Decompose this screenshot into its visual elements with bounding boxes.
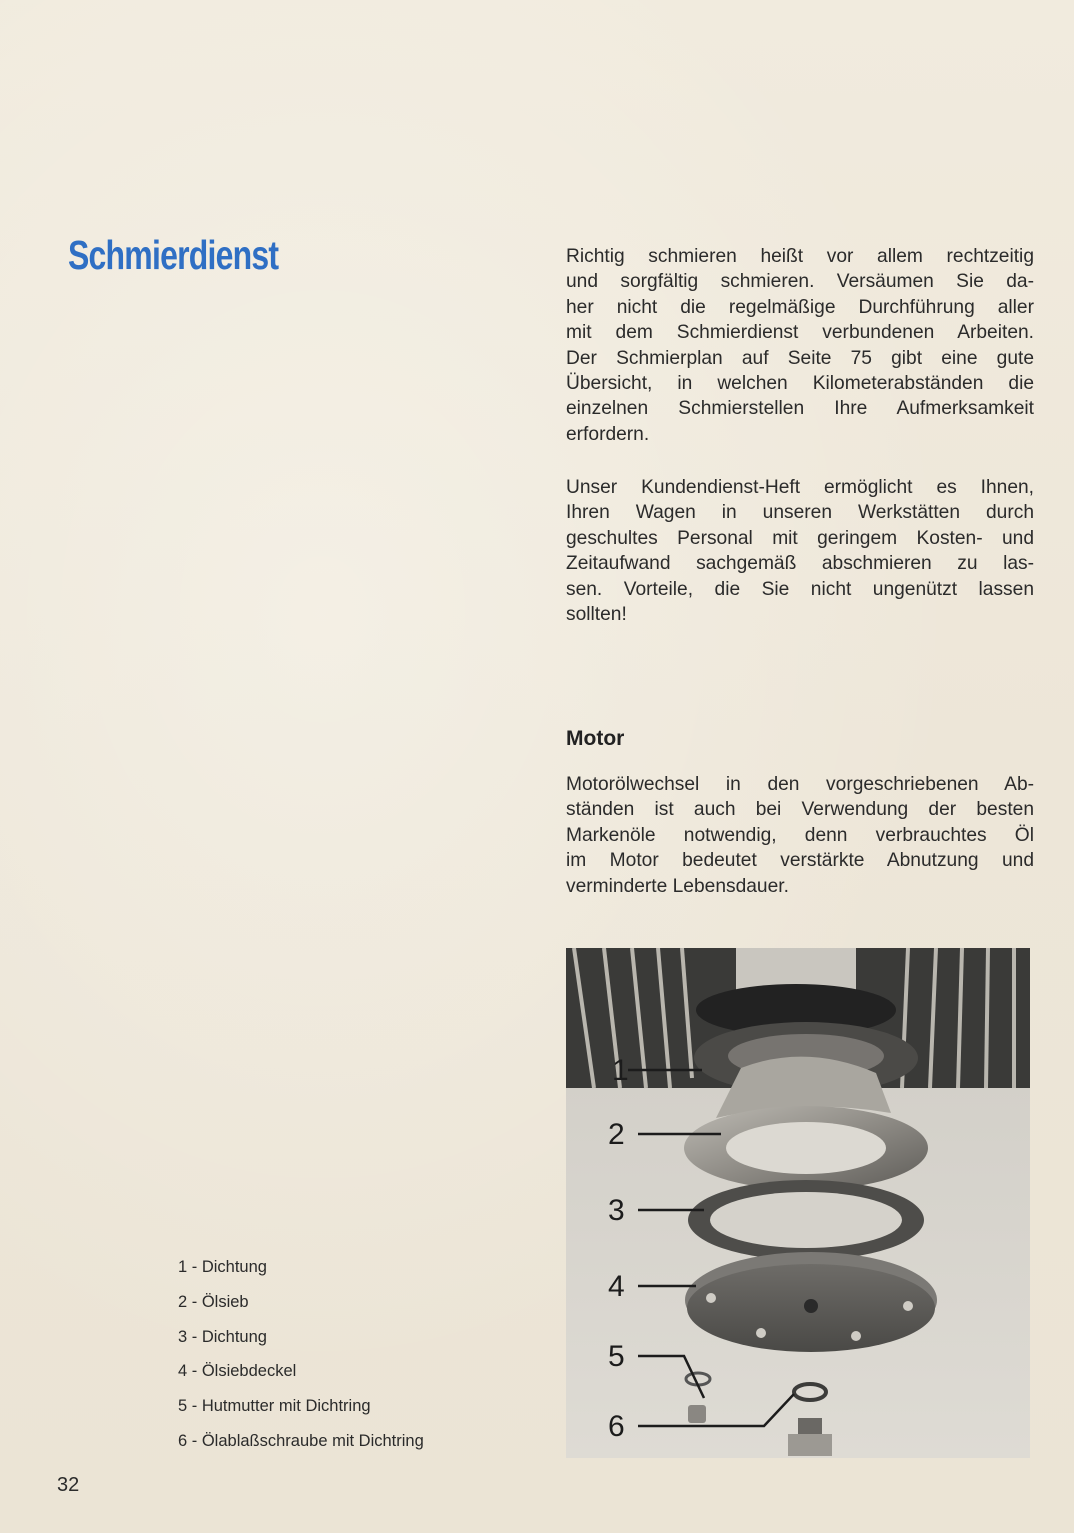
text-line: Ihren Wagen in unseren Werkstätten durch xyxy=(566,502,1034,524)
callout-1: 1 xyxy=(612,1054,629,1087)
text-line: her nicht die regelmäßige Durchführung aller xyxy=(566,296,1034,318)
text-line: Markenöle notwendig, denn verbrauchtes Öl xyxy=(566,824,1034,846)
text-line: Richtig schmieren heißt vor allem rechtzeitig xyxy=(566,246,1034,267)
legend-item: 4 - Ölsiebdeckel xyxy=(178,1362,297,1381)
intro-paragraph-1 xyxy=(566,244,1034,447)
text-line: Der Schmierplan auf Seite 75 gibt eine gute xyxy=(566,347,1034,369)
text-line: sollten! xyxy=(566,604,627,626)
callout-3: 3 xyxy=(608,1194,625,1227)
text-line: Motorölwechsel in den vorgeschriebenen Ab- xyxy=(566,774,1034,795)
legend-item: 3 - Dichtung xyxy=(178,1327,267,1346)
intro-paragraph-2 xyxy=(566,475,1034,627)
text-line: mit dem Schmierdienst verbundenen Arbeiten. xyxy=(566,322,1034,344)
legend-item: 1 - Dichtung xyxy=(178,1258,267,1276)
legend-item: 6 - Ölablaßschraube mit Dichtring xyxy=(178,1431,424,1450)
callout-2: 2 xyxy=(608,1118,625,1151)
callout-4: 4 xyxy=(608,1270,625,1303)
text-line: Übersicht, in welchen Kilometerabständen die xyxy=(566,373,1034,395)
page-number: 32 xyxy=(57,1474,80,1496)
section-heading-motor: Motor xyxy=(566,727,625,750)
figure-legend xyxy=(178,1258,424,1467)
text-line: verminderte Lebensdauer. xyxy=(566,875,789,897)
text-line: Unser Kundendienst-Heft ermöglicht es Ihnen, xyxy=(566,477,1034,498)
text-line: sen. Vorteile, die Sie nicht ungenützt lassen xyxy=(566,578,1034,600)
part-gasket-3 xyxy=(688,1180,924,1260)
callout-6: 6 xyxy=(608,1410,625,1443)
text-line: einzelnen Schmierstellen Ihre Aufmerksamkeit xyxy=(566,398,1034,420)
text-line: ständen ist auch bei Verwendung der besten xyxy=(566,799,1034,821)
motor-paragraph xyxy=(566,772,1034,899)
part-strainer-cover xyxy=(685,1252,937,1352)
text-line: im Motor bedeutet verstärkte Abnutzung und xyxy=(566,850,1034,872)
exploded-view-figure xyxy=(566,948,1030,1458)
text-line: geschultes Personal mit geringem Kosten- und xyxy=(566,527,1034,549)
oil-strainer-photo xyxy=(566,948,1030,1458)
legend-item: 2 - Ölsieb xyxy=(178,1292,249,1311)
callout-5: 5 xyxy=(608,1340,625,1373)
text-line: Zeitaufwand sachgemäß abschmieren zu las- xyxy=(566,553,1034,575)
legend-item: 5 - Hutmutter mit Dichtring xyxy=(178,1397,371,1416)
page-title: Schmierdienst xyxy=(68,232,279,278)
text-line: erfordern. xyxy=(566,423,650,445)
text-line: und sorgfältig schmieren. Versäumen Sie da- xyxy=(566,271,1034,293)
